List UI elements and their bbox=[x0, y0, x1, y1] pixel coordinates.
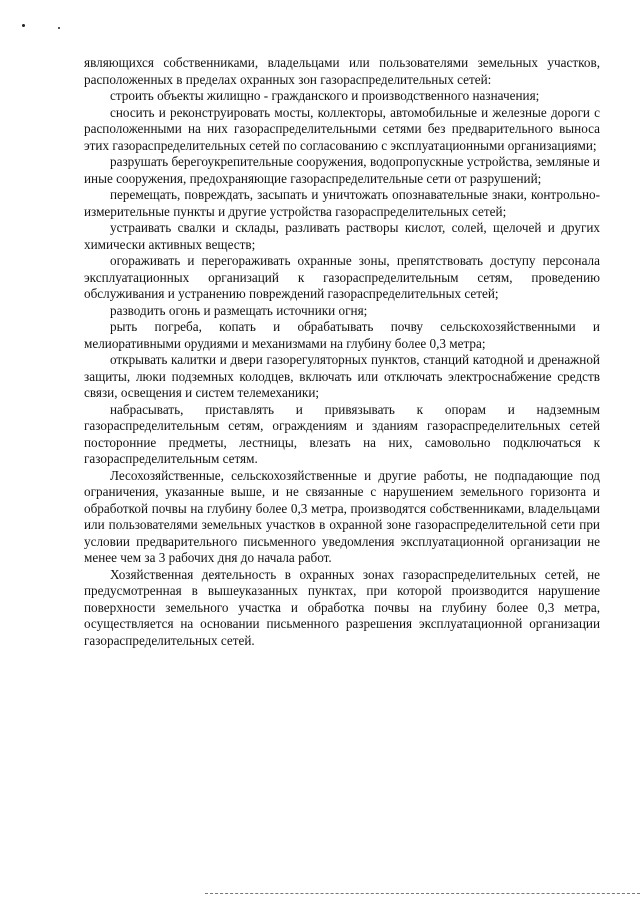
paragraph: строить объекты жилищно - гражданского и производственного назначения; bbox=[110, 88, 540, 103]
paragraph: открывать калитки и двери газорегуляторных пунктов, станций катодной и дренажной защиты, люки подземных колодцев, включать или отключать электроснабжение средств связи, освещения и систем телемеханики; bbox=[84, 352, 600, 400]
paragraph: набрасывать, приставлять и привязывать к опорам и надземным газораспределительным сетям, ограждениям и зданиям газораспределительных сетей посторонние предметы, лестницы, влезать на них, самовольно подключаться к газораспределительным сетям. bbox=[84, 401, 600, 466]
scan-bottom-edge-line bbox=[205, 893, 640, 895]
paragraph: Хозяйственная деятельность в охранных зонах газораспределительных сетей, не предусмотренная в вышеуказанных пунктах, при которой производится нарушение поверхности земельного участка и обработка почвы на глубину более 0,3 метра, осуществляется на основании письменного разрешения эксплуатационной организации газораспределительных сетей. bbox=[84, 566, 600, 648]
paragraph: сносить и реконструировать мосты, коллекторы, автомобильные и железные дороги с расположенными на них газораспределительными сетями без предварительного выноса этих газораспределительных сетей по согласованию с эксплуатационными организациями; bbox=[84, 104, 600, 153]
scan-speck-mark bbox=[58, 27, 60, 29]
paragraph: перемещать, повреждать, засыпать и уничтожать опознавательные знаки, контрольно-измерительные пункты и другие устройства газораспределительных сетей; bbox=[84, 187, 600, 219]
paragraph: огораживать и перегораживать охранные зоны, препятствовать доступу персонала эксплуатационных организаций к газораспределительным сетям, проведению обслуживания и устранению повреждений газораспределительных сетей; bbox=[84, 253, 600, 301]
paragraph: разрушать берегоукрепительные сооружения, водопропускные устройства, земляные и иные сооружения, предохраняющие газораспределительные сети от разрушений; bbox=[84, 154, 600, 186]
paragraph: Лесохозяйственные, сельскохозяйственные и другие работы, не подпадающие под ограничения, указанные выше, и не связанные с нарушением земельного горизонта и обработкой почвы на глубину более 0,3 метра, производятся собственниками, владельцами или пользователями земельных участков в охранной зоне газораспределительной сети при условии предварительного письменного уведомления эксплуатационной организации не менее чем за 3 рабочих дня до начала работ. bbox=[84, 467, 600, 565]
paragraph: рыть погреба, копать и обрабатывать почву сельскохозяйственными и мелиоративными орудиями и механизмами на глубину более 0,3 метра; bbox=[84, 319, 600, 351]
paragraph: устраивать свалки и склады, разливать растворы кислот, солей, щелочей и других химически активных веществ; bbox=[84, 220, 600, 252]
scan-speck-mark bbox=[22, 24, 25, 27]
document-body bbox=[84, 55, 600, 649]
paragraph: являющихся собственниками, владельцами или пользователями земельных участков, расположенных в пределах охранных зон газораспределительных сетей: bbox=[84, 55, 600, 87]
paragraph: разводить огонь и размещать источники огня; bbox=[110, 302, 368, 318]
